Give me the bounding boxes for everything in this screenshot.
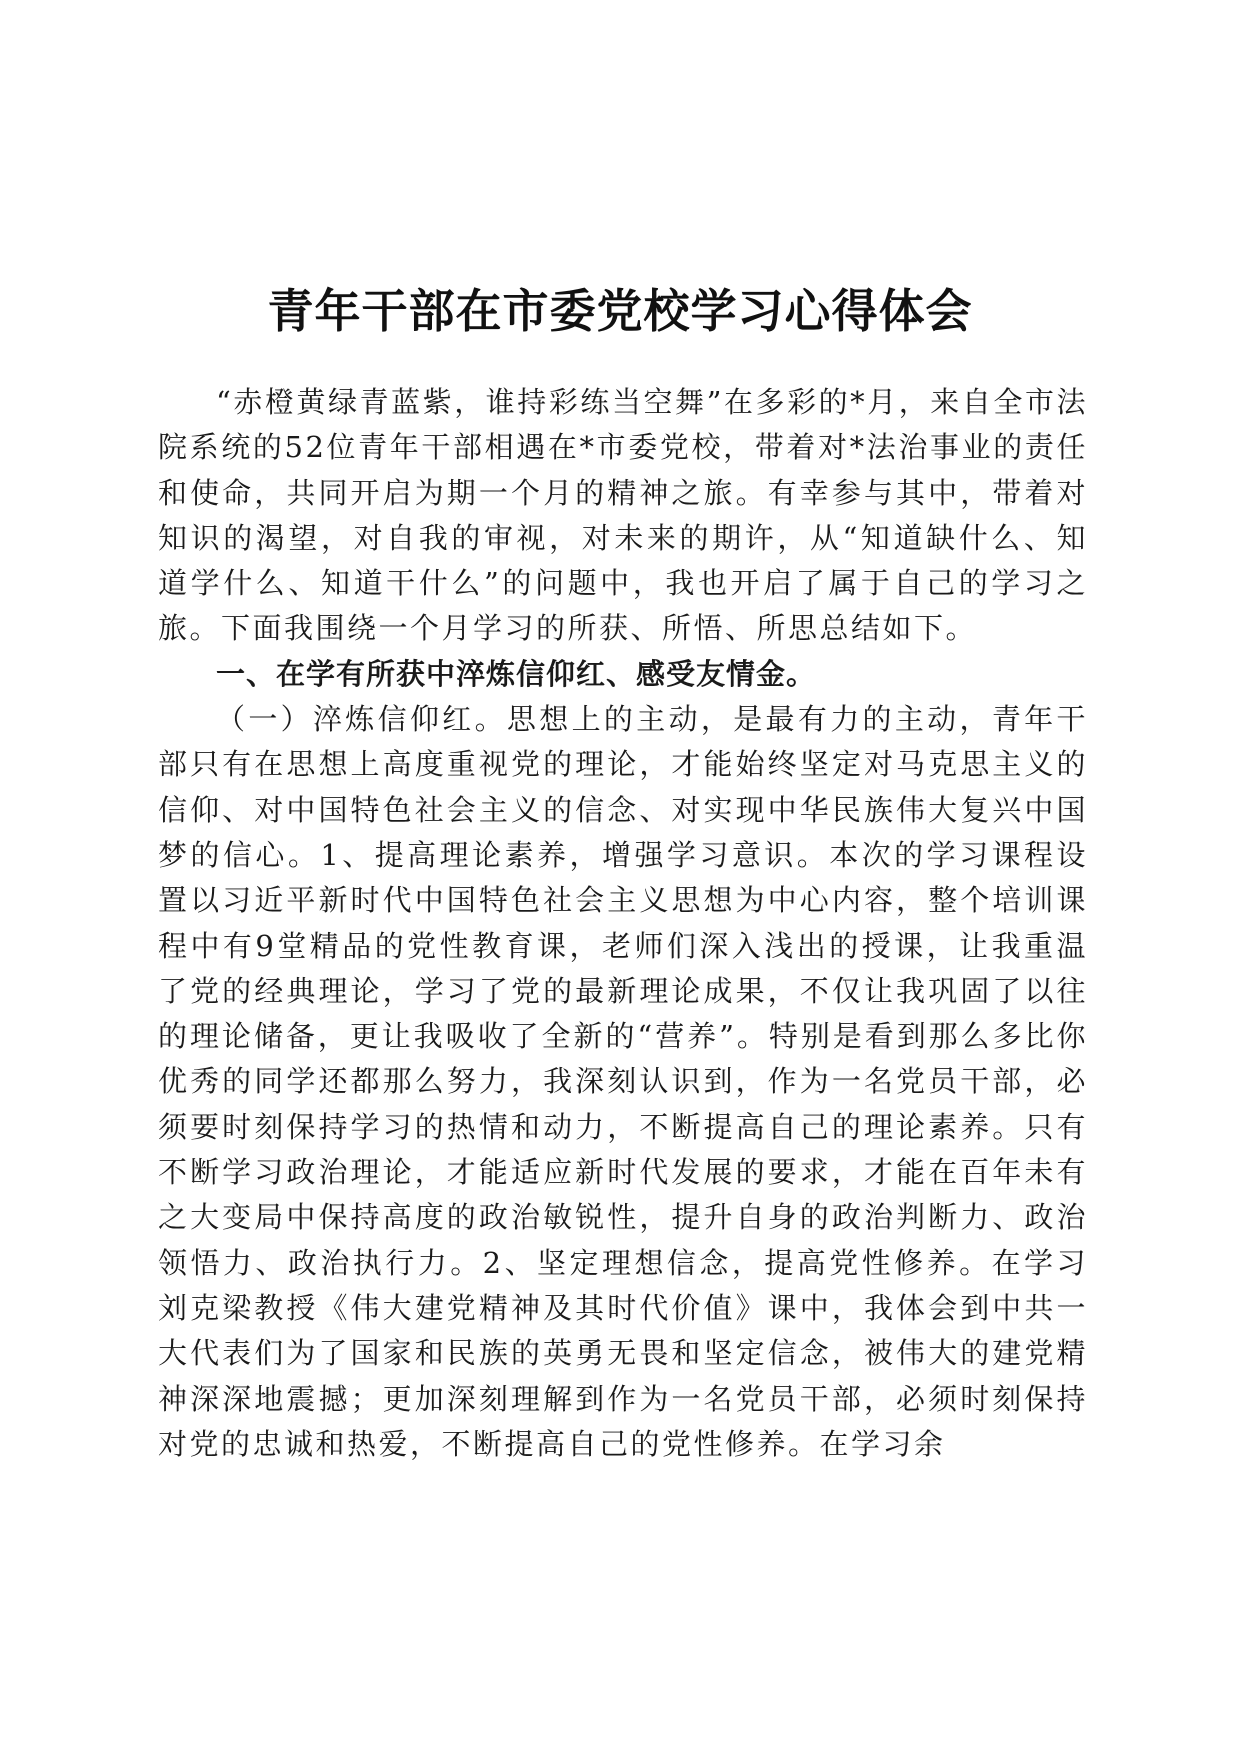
- body-paragraph: （一）淬炼信仰红。思想上的主动，是最有力的主动，青年干部只有在思想上高度重视党的理论，才能始终坚定对马克思主义的信仰、对中国特色社会主义的信念、对实现中华民族伟大复兴中国梦的信心。1、提高理论素养，增强学习意识。本次的学习课程设置以习近平新时代中国特色社会主义思想为中心内容，整个培训课程中有9堂精品的党性教育课，老师们深入浅出的授课，让我重温了党的经典理论，学习了党的最新理论成果，不仅让我巩固了以往的理论储备，更让我吸收了全新的“营养”。特别是看到那么多比你优秀的同学还都那么努力，我深刻认识到，作为一名党员干部，必须要时刻保持学习的热情和动力，不断提高自己的理论素养。只有不断学习政治理论，才能适应新时代发展的要求，才能在百年未有之大变局中保持高度的政治敏锐性，提升自身的政治判断力、政治领悟力、政治执行力。2、坚定理想信念，提高党性修养。在学习刘克梁教授《伟大建党精神及其时代价值》课中，我体会到中共一大代表们为了国家和民族的英勇无畏和坚定信念，被伟大的建党精神深深地震撼；更加深刻理解到作为一名党员干部，必须时刻保持对党的忠诚和热爱，不断提高自己的党性修养。在学习余: [158, 702, 1088, 1461]
- section-heading: 一、在学有所获中淬炼信仰红、感受友情金。: [216, 656, 817, 691]
- document-body: [158, 380, 1088, 1467]
- intro-paragraph: “赤橙黄绿青蓝紫，谁持彩练当空舞”在多彩的*月，来自全市法院系统的52位青年干部相遇在*市委党校，带着对*法治事业的责任和使命，共同开启为期一个月的精神之旅。有幸参与其中，带着对知识的渴望，对自我的审视，对未来的期许，从“知道缺什么、知道学什么、知道干什么”的问题中，我也开启了属于自己的学习之旅。下面我围绕一个月学习的所获、所悟、所思总结如下。: [158, 385, 1088, 646]
- document-title: 青年干部在市委党校学习心得体会: [267, 283, 973, 338]
